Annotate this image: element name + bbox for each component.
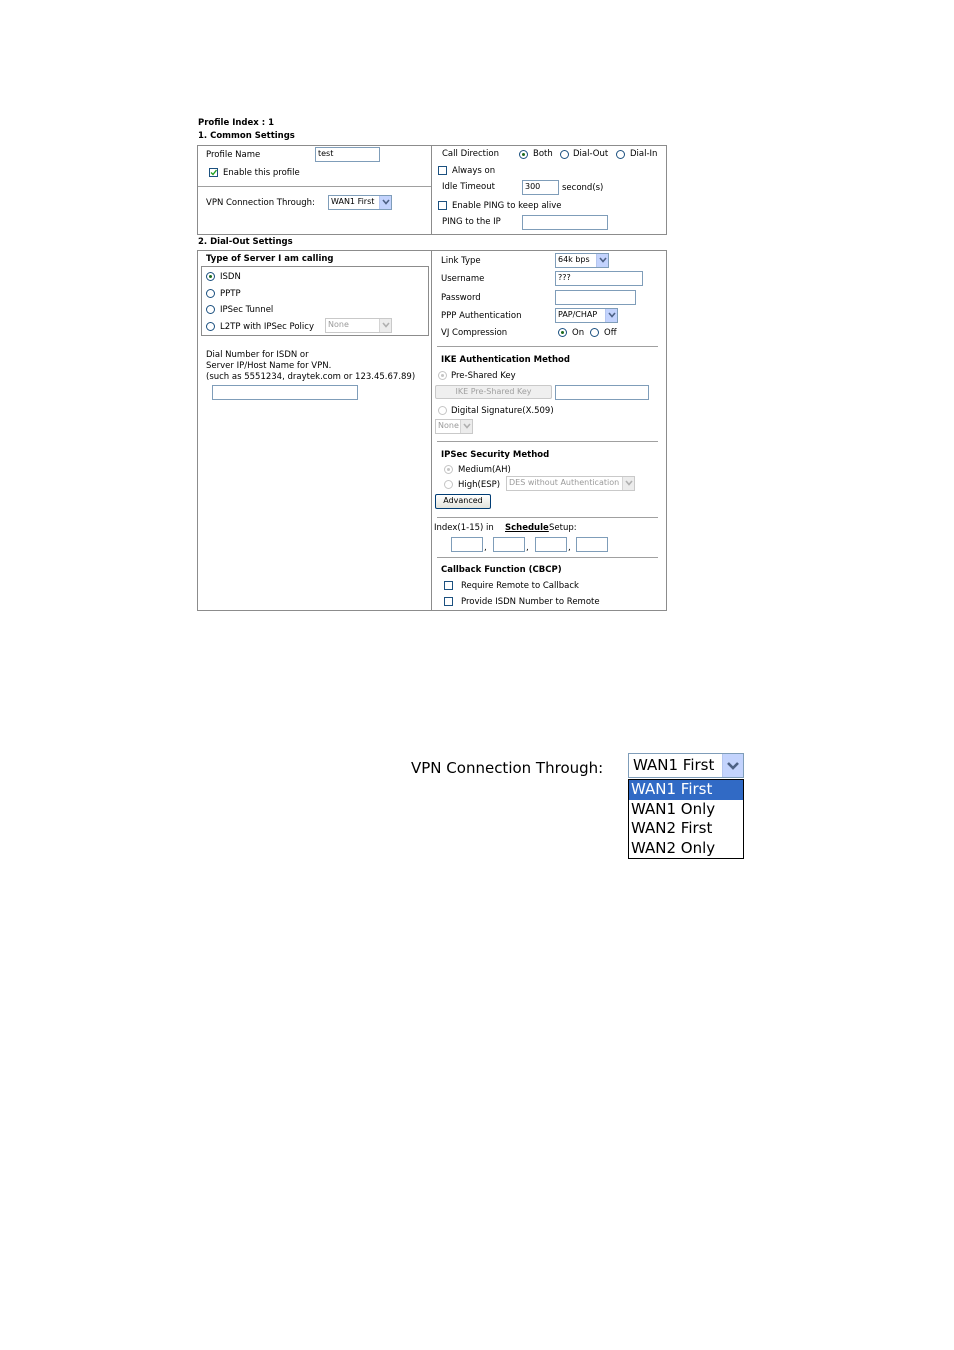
ike-psk-button[interactable]: IKE Pre-Shared Key bbox=[435, 385, 552, 399]
call-direction-label: Call Direction bbox=[442, 149, 499, 159]
schedule-separator bbox=[437, 517, 658, 518]
username-label: Username bbox=[441, 274, 485, 284]
link-type-label: Link Type bbox=[441, 256, 481, 266]
schedule-index-3[interactable] bbox=[535, 537, 567, 552]
l2tp-policy-select[interactable] bbox=[325, 318, 392, 333]
vj-on-radio[interactable] bbox=[558, 328, 567, 337]
call-direction-dialin-label: Dial-In bbox=[630, 149, 658, 159]
link-type-value: 64k bps bbox=[558, 255, 590, 264]
profile-name-label: Profile Name bbox=[206, 150, 261, 160]
dialout-settings-divider bbox=[431, 250, 432, 611]
advanced-button[interactable]: Advanced bbox=[435, 494, 491, 509]
profile-name-input[interactable]: test bbox=[315, 147, 380, 162]
schedule-sep-1: , bbox=[484, 543, 487, 553]
link-type-select[interactable] bbox=[555, 253, 609, 268]
vj-off-label: Off bbox=[604, 328, 617, 338]
high-esp-value: DES without Authentication bbox=[509, 478, 620, 487]
dropdown-arrow-icon[interactable] bbox=[605, 309, 617, 322]
dial-number-line-3: (such as 5551234, draytek.com or 123.45.67.89) bbox=[206, 372, 416, 382]
high-esp-radio[interactable] bbox=[444, 480, 453, 489]
idle-timeout-unit: second(s) bbox=[562, 183, 604, 193]
vj-off-radio[interactable] bbox=[590, 328, 599, 337]
ppp-auth-select[interactable] bbox=[555, 308, 618, 323]
l2tp-policy-value: None bbox=[328, 320, 349, 329]
enable-profile-checkbox[interactable] bbox=[209, 168, 218, 177]
always-on-checkbox[interactable] bbox=[438, 166, 447, 175]
ppp-auth-label: PPP Authentication bbox=[441, 311, 522, 321]
schedule-index-1[interactable] bbox=[451, 537, 483, 552]
profile-index: Profile Index : 1 bbox=[198, 118, 274, 128]
medium-ah-label: Medium(AH) bbox=[458, 465, 511, 475]
provide-isdn-checkbox[interactable] bbox=[444, 597, 453, 606]
enable-ping-label: Enable PING to keep alive bbox=[452, 201, 562, 211]
pre-shared-label: Pre-Shared Key bbox=[451, 371, 516, 381]
dial-number-line-2: Server IP/Host Name for VPN. bbox=[206, 361, 332, 371]
digital-signature-select[interactable] bbox=[435, 419, 473, 434]
vpn-through-value: WAN1 First bbox=[331, 197, 375, 206]
schedule-prefix: Index(1-15) in bbox=[434, 523, 494, 533]
enable-ping-checkbox[interactable] bbox=[438, 201, 447, 210]
dropdown-arrow-icon[interactable] bbox=[379, 319, 391, 332]
password-input[interactable] bbox=[555, 290, 636, 305]
call-direction-both-radio[interactable] bbox=[519, 150, 528, 159]
dropdown-arrow-icon[interactable] bbox=[622, 477, 634, 490]
digital-signature-value: None bbox=[438, 421, 459, 430]
dropdown-arrow-icon[interactable] bbox=[460, 420, 472, 433]
ping-ip-input[interactable] bbox=[522, 215, 608, 230]
require-callback-checkbox[interactable] bbox=[444, 581, 453, 590]
dial-number-input[interactable] bbox=[212, 385, 358, 400]
server-isdn-label: ISDN bbox=[220, 272, 241, 282]
call-direction-dialin-radio[interactable] bbox=[616, 150, 625, 159]
idle-timeout-input[interactable]: 300 bbox=[522, 180, 559, 195]
digital-signature-radio[interactable] bbox=[438, 406, 447, 415]
option-wan1-first[interactable]: WAN1 First bbox=[629, 780, 743, 800]
vpn-through-label: VPN Connection Through: bbox=[206, 198, 315, 208]
option-wan2-only[interactable]: WAN2 Only bbox=[631, 838, 716, 857]
vpn-through-select[interactable] bbox=[328, 195, 392, 210]
server-l2tp-radio[interactable] bbox=[206, 322, 215, 331]
zoom-vpn-through-select[interactable] bbox=[628, 753, 744, 778]
callback-heading: Callback Function (CBCP) bbox=[441, 565, 562, 575]
ike-separator bbox=[437, 346, 658, 347]
password-label: Password bbox=[441, 293, 481, 303]
server-ipsec-label: IPSec Tunnel bbox=[220, 305, 274, 315]
dialout-settings-heading: 2. Dial-Out Settings bbox=[198, 237, 293, 247]
high-esp-label: High(ESP) bbox=[458, 480, 501, 490]
medium-ah-radio[interactable] bbox=[444, 465, 453, 474]
zoom-vpn-through-value: WAN1 First bbox=[633, 756, 715, 774]
call-direction-dialout-label: Dial-Out bbox=[573, 149, 609, 159]
enable-profile-label: Enable this profile bbox=[223, 168, 300, 178]
username-input[interactable]: ??? bbox=[555, 271, 643, 286]
ipsec-separator bbox=[437, 441, 658, 442]
schedule-link[interactable]: Schedule bbox=[505, 523, 549, 533]
ike-heading: IKE Authentication Method bbox=[441, 355, 570, 365]
common-settings-divider bbox=[431, 145, 432, 235]
callback-separator bbox=[437, 557, 658, 558]
common-settings-heading: 1. Common Settings bbox=[198, 131, 295, 141]
zoom-vpn-through-options bbox=[628, 779, 744, 859]
server-ipsec-radio[interactable] bbox=[206, 305, 215, 314]
call-direction-both-label: Both bbox=[533, 149, 553, 159]
vj-on-label: On bbox=[572, 328, 585, 338]
server-pptp-label: PPTP bbox=[220, 289, 241, 299]
option-wan1-only[interactable]: WAN1 Only bbox=[631, 799, 716, 818]
pre-shared-radio[interactable] bbox=[438, 371, 447, 380]
require-callback-label: Require Remote to Callback bbox=[461, 581, 579, 591]
schedule-sep-3: , bbox=[568, 543, 571, 553]
schedule-suffix: Setup: bbox=[549, 523, 577, 533]
ping-ip-label: PING to the IP bbox=[442, 217, 501, 227]
dropdown-arrow-icon[interactable] bbox=[722, 754, 743, 777]
common-left-separator bbox=[198, 186, 431, 187]
option-wan2-first[interactable]: WAN2 First bbox=[631, 819, 713, 837]
ipsec-heading: IPSec Security Method bbox=[441, 450, 550, 460]
ike-psk-input[interactable] bbox=[555, 385, 649, 400]
zoom-vpn-through-label: VPN Connection Through: bbox=[411, 759, 604, 777]
digital-signature-label: Digital Signature(X.509) bbox=[451, 406, 554, 416]
provide-isdn-label: Provide ISDN Number to Remote bbox=[461, 597, 600, 607]
dropdown-arrow-icon[interactable] bbox=[596, 254, 608, 267]
idle-timeout-label: Idle Timeout bbox=[442, 182, 495, 192]
high-esp-select[interactable] bbox=[506, 476, 635, 491]
server-l2tp-label: L2TP with IPSec Policy bbox=[220, 322, 314, 332]
dial-number-line-1: Dial Number for ISDN or bbox=[206, 350, 309, 360]
server-pptp-radio[interactable] bbox=[206, 289, 215, 298]
server-isdn-radio[interactable] bbox=[206, 272, 215, 281]
dropdown-arrow-icon[interactable] bbox=[379, 196, 391, 209]
always-on-label: Always on bbox=[452, 166, 496, 176]
vj-compression-label: VJ Compression bbox=[441, 328, 508, 338]
schedule-index-2[interactable] bbox=[493, 537, 525, 552]
server-type-heading: Type of Server I am calling bbox=[206, 254, 334, 264]
schedule-sep-2: , bbox=[526, 543, 529, 553]
checkmark-icon bbox=[210, 169, 217, 176]
ppp-auth-value: PAP/CHAP bbox=[558, 310, 598, 319]
schedule-index-4[interactable] bbox=[576, 537, 608, 552]
call-direction-dialout-radio[interactable] bbox=[560, 150, 569, 159]
